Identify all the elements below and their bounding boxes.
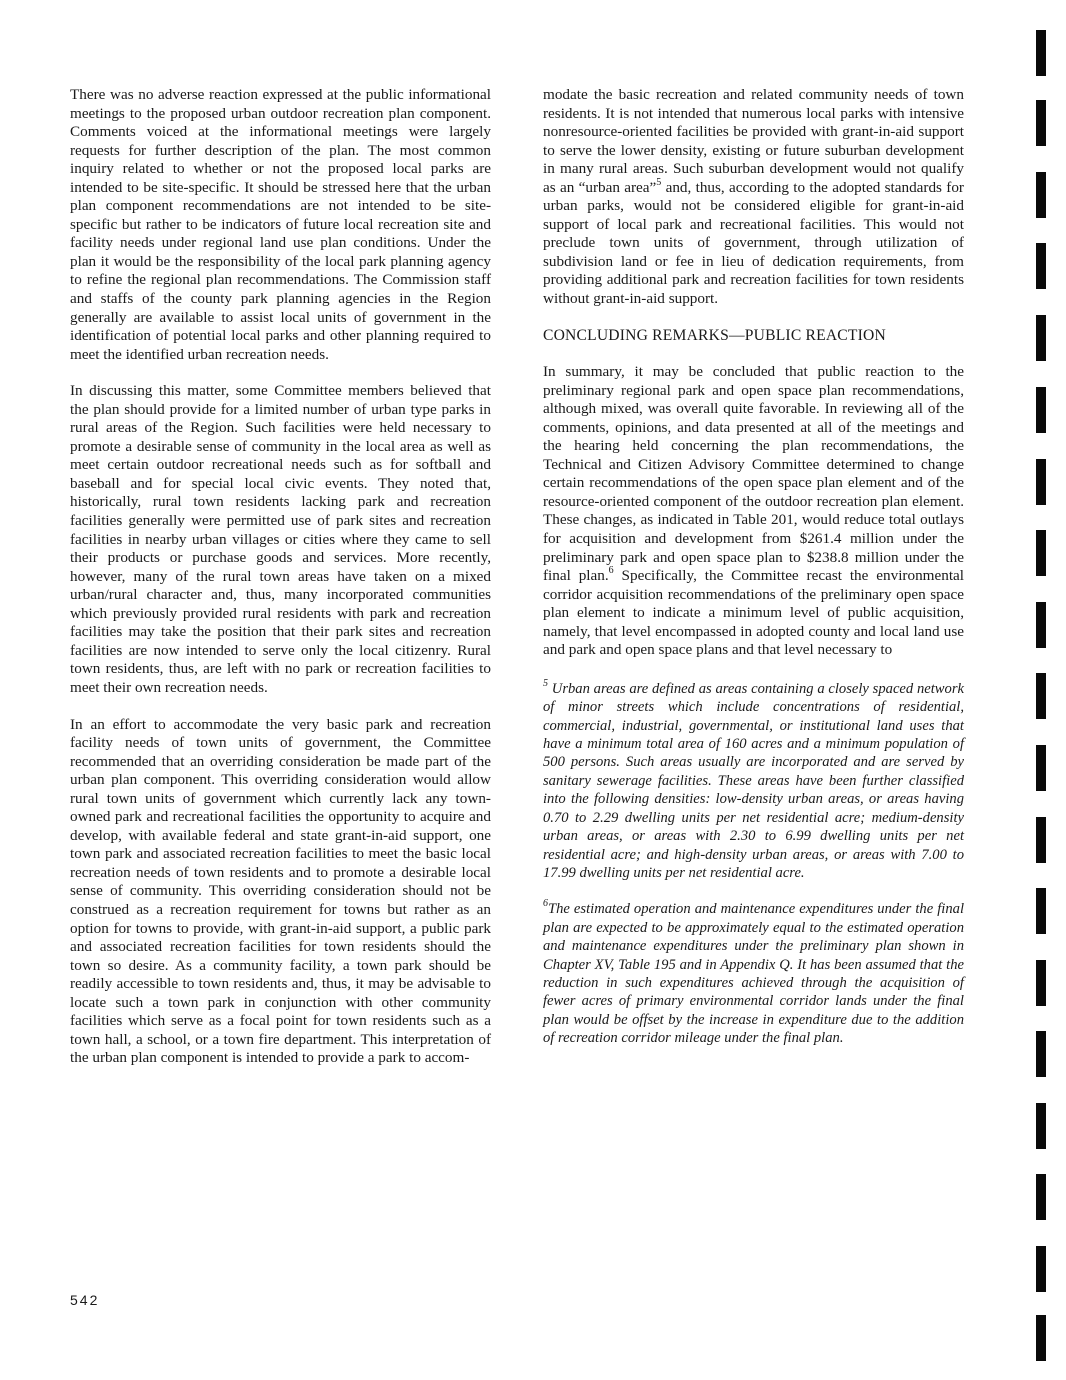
footnote-text: The estimated operation and maintenance expenditures under the final plan are expected to be approximately equal to the estimated operation and maintenance expenditures under the preliminary plan shown in Chapter XV, Table 195 and in Appendix Q. It has been assumed that the reduction in such expenditures achieved through the acquisition of fewer acres of primary environmental corridor lands under the final plan would be offset by the increase in expenditure due to the addition of recreation corridor mileage under the final plan. bbox=[543, 901, 964, 1047]
registration-mark bbox=[1036, 459, 1046, 505]
paragraph-text: In summary, it may be concluded that public reaction to the preliminary regional park and open space plan recommendations, although mixed, was overall quite favorable. In reviewing all of the comments, opinions, and data presented at all of the meetings and the hearing held concerning the plan recommendations, the Technical and Citizen Advisory Committee determined to change certain recommendations of the open space plan element and of the resource-oriented component of the outdoor recreation plan element. These changes, as indicated in Table 201, would reduce total outlays for acquisition and development from $261.4 million under the preliminary park and open space plan to $238.8 million under the final plan. bbox=[543, 363, 964, 585]
registration-mark bbox=[1036, 315, 1046, 361]
registration-mark bbox=[1036, 960, 1046, 1006]
registration-mark bbox=[1036, 1174, 1046, 1220]
registration-mark bbox=[1036, 602, 1046, 648]
right-column bbox=[543, 86, 964, 1048]
registration-mark bbox=[1036, 888, 1046, 934]
footnote bbox=[543, 900, 964, 1047]
registration-mark bbox=[1036, 673, 1046, 719]
registration-mark bbox=[1036, 817, 1046, 863]
registration-mark bbox=[1036, 1246, 1046, 1292]
registration-mark bbox=[1036, 30, 1046, 76]
section-heading: CONCLUDING REMARKS—PUBLIC REACTION bbox=[543, 326, 886, 344]
paragraph: There was no adverse reaction expressed at the public informational meetings to the proposed urban outdoor recreation plan component. Comments voiced at the informational meetings were largely requests for further description of the plan. The most common inquiry related to whether or not the proposed local parks are intended to be site-specific. It should be stressed here that the urban plan component recommendations are not intended to be site-specific but rather to be indicators of future local recreation site and facility needs under regional land use plan conditions. Under the plan it would be the responsibility of the local park planning agency to refine the regional plan recommendations. The Commission staff and staffs of the county park planning agencies in the Region generally are available to assist local units of government in the identification of potential local parks and other planning required to meet the identified urban recreation needs. bbox=[70, 86, 491, 363]
paragraph: In an effort to accommodate the very basic park and recreation facility needs of town units of government, the Committee recommended that an overriding consideration be made part of the urban plan component. This overriding consideration would allow rural town units of government which currently lack any town-owned park and recreational facilities the opportunity to acquire and develop, with available federal and state grant-in-aid support, one town park and associated recreation facilities to meet the basic local recreation needs of town residents and to promote a desirable local sense of community. This overriding consideration should not be construed as a recreation requirement for towns but rather as an option for towns to provide, with grant-in-aid support, a public park and associated recreation facilities for town residents should the town so desire. As a community facility, a town park should be readily accessible to town residents and, thus, it may be advisable to locate such a town park in conjunction with other community facilities which serve as a focal point for town residents such as a town hall, a school, or a town fire department. This interpretation of the urban plan component is intended to provide a park to accom- bbox=[70, 715, 491, 1067]
footnote bbox=[543, 680, 964, 882]
registration-mark bbox=[1036, 530, 1046, 576]
registration-mark bbox=[1036, 1031, 1046, 1077]
footnote-ref: 5 bbox=[656, 176, 662, 188]
paragraph-text: modate the basic recreation and related community needs of town residents. It is not intended that numerous local parks with intensive nonresource-oriented facilities be provided with grant-in-aid support to serve the lower density, existing or future suburban development in many rural areas. Such suburban development would not qualify as an “urban area” bbox=[543, 86, 964, 196]
footnote-marker: 5 bbox=[543, 678, 548, 689]
registration-mark bbox=[1036, 1103, 1046, 1149]
registration-mark bbox=[1036, 1315, 1046, 1361]
paragraph bbox=[543, 86, 964, 309]
paragraph bbox=[543, 363, 964, 660]
page-number: 542 bbox=[70, 1292, 100, 1308]
left-column bbox=[70, 86, 491, 1068]
scan-registration-marks bbox=[1036, 30, 1048, 1370]
registration-mark bbox=[1036, 172, 1046, 218]
footnote-text: Urban areas are defined as areas containing a closely spaced network of minor streets which include concentrations of residential, commercial, industrial, governmental, or institutional land uses that have a minimum total area of 160 acres and a minimum population of 500 persons. Such areas usually are incorporated and are served by sanitary sewerage facilities. These areas have been further classified into the following densities: low-density urban areas, or areas having 0.70 to 2.29 dwelling units per net residential acre; medium-density urban areas, or areas with 2.30 to 6.99 dwelling units per net residential acre; and high-density urban areas, or areas with 7.00 to 17.99 dwelling units per net residential acre. bbox=[543, 680, 964, 881]
registration-mark bbox=[1036, 745, 1046, 791]
footnote-marker: 6 bbox=[543, 898, 548, 910]
footnote-ref: 6 bbox=[608, 565, 614, 577]
registration-mark bbox=[1036, 243, 1046, 289]
registration-mark bbox=[1036, 100, 1046, 146]
registration-mark bbox=[1036, 387, 1046, 433]
paragraph: In discussing this matter, some Committee members believed that the plan should provide for a limited number of urban type parks in rural areas of the Region. Such facilities were held necessary to promote a desirable sense of community in the local area as well as meet certain outdoor recreational needs such as for softball and baseball and for special local civic events. They noted that, historically, rural town residents lacking park and recreation facilities generally were permitted use of park sites and recreation facilities in nearby urban villages or cities where they came to sell their products or purchase goods and services. More recently, however, many of the rural town areas have taken on a mixed urban/rural character and, thus, many incorporated communities which previously provided rural residents with park and recreation facilities may take the position that their park sites and recreation facilities are now intended to serve only the local citizenry. Rural town residents, thus, are left with no park or recreation facilities to meet their own recreation needs. bbox=[70, 382, 491, 696]
paragraph-text: and, thus, according to the adopted standards for urban parks, would not be considered eligible for grant-in-aid support of local park and recreational facilities. This would not preclude town units of government, through utilization of subdivision land or fee in lieu of dedication requirements, from providing additional park and recreation facilities for town residents without grant-in-aid support. bbox=[543, 178, 964, 308]
paragraph-text: Specifically, the Committee recast the environmental corridor acquisition recommendations of the preliminary open space plan element to indicate a minimum level of public acquisition, namely, that level encompassed in adopted county and local land use and park and open space plans and that level necessary to bbox=[543, 567, 964, 659]
